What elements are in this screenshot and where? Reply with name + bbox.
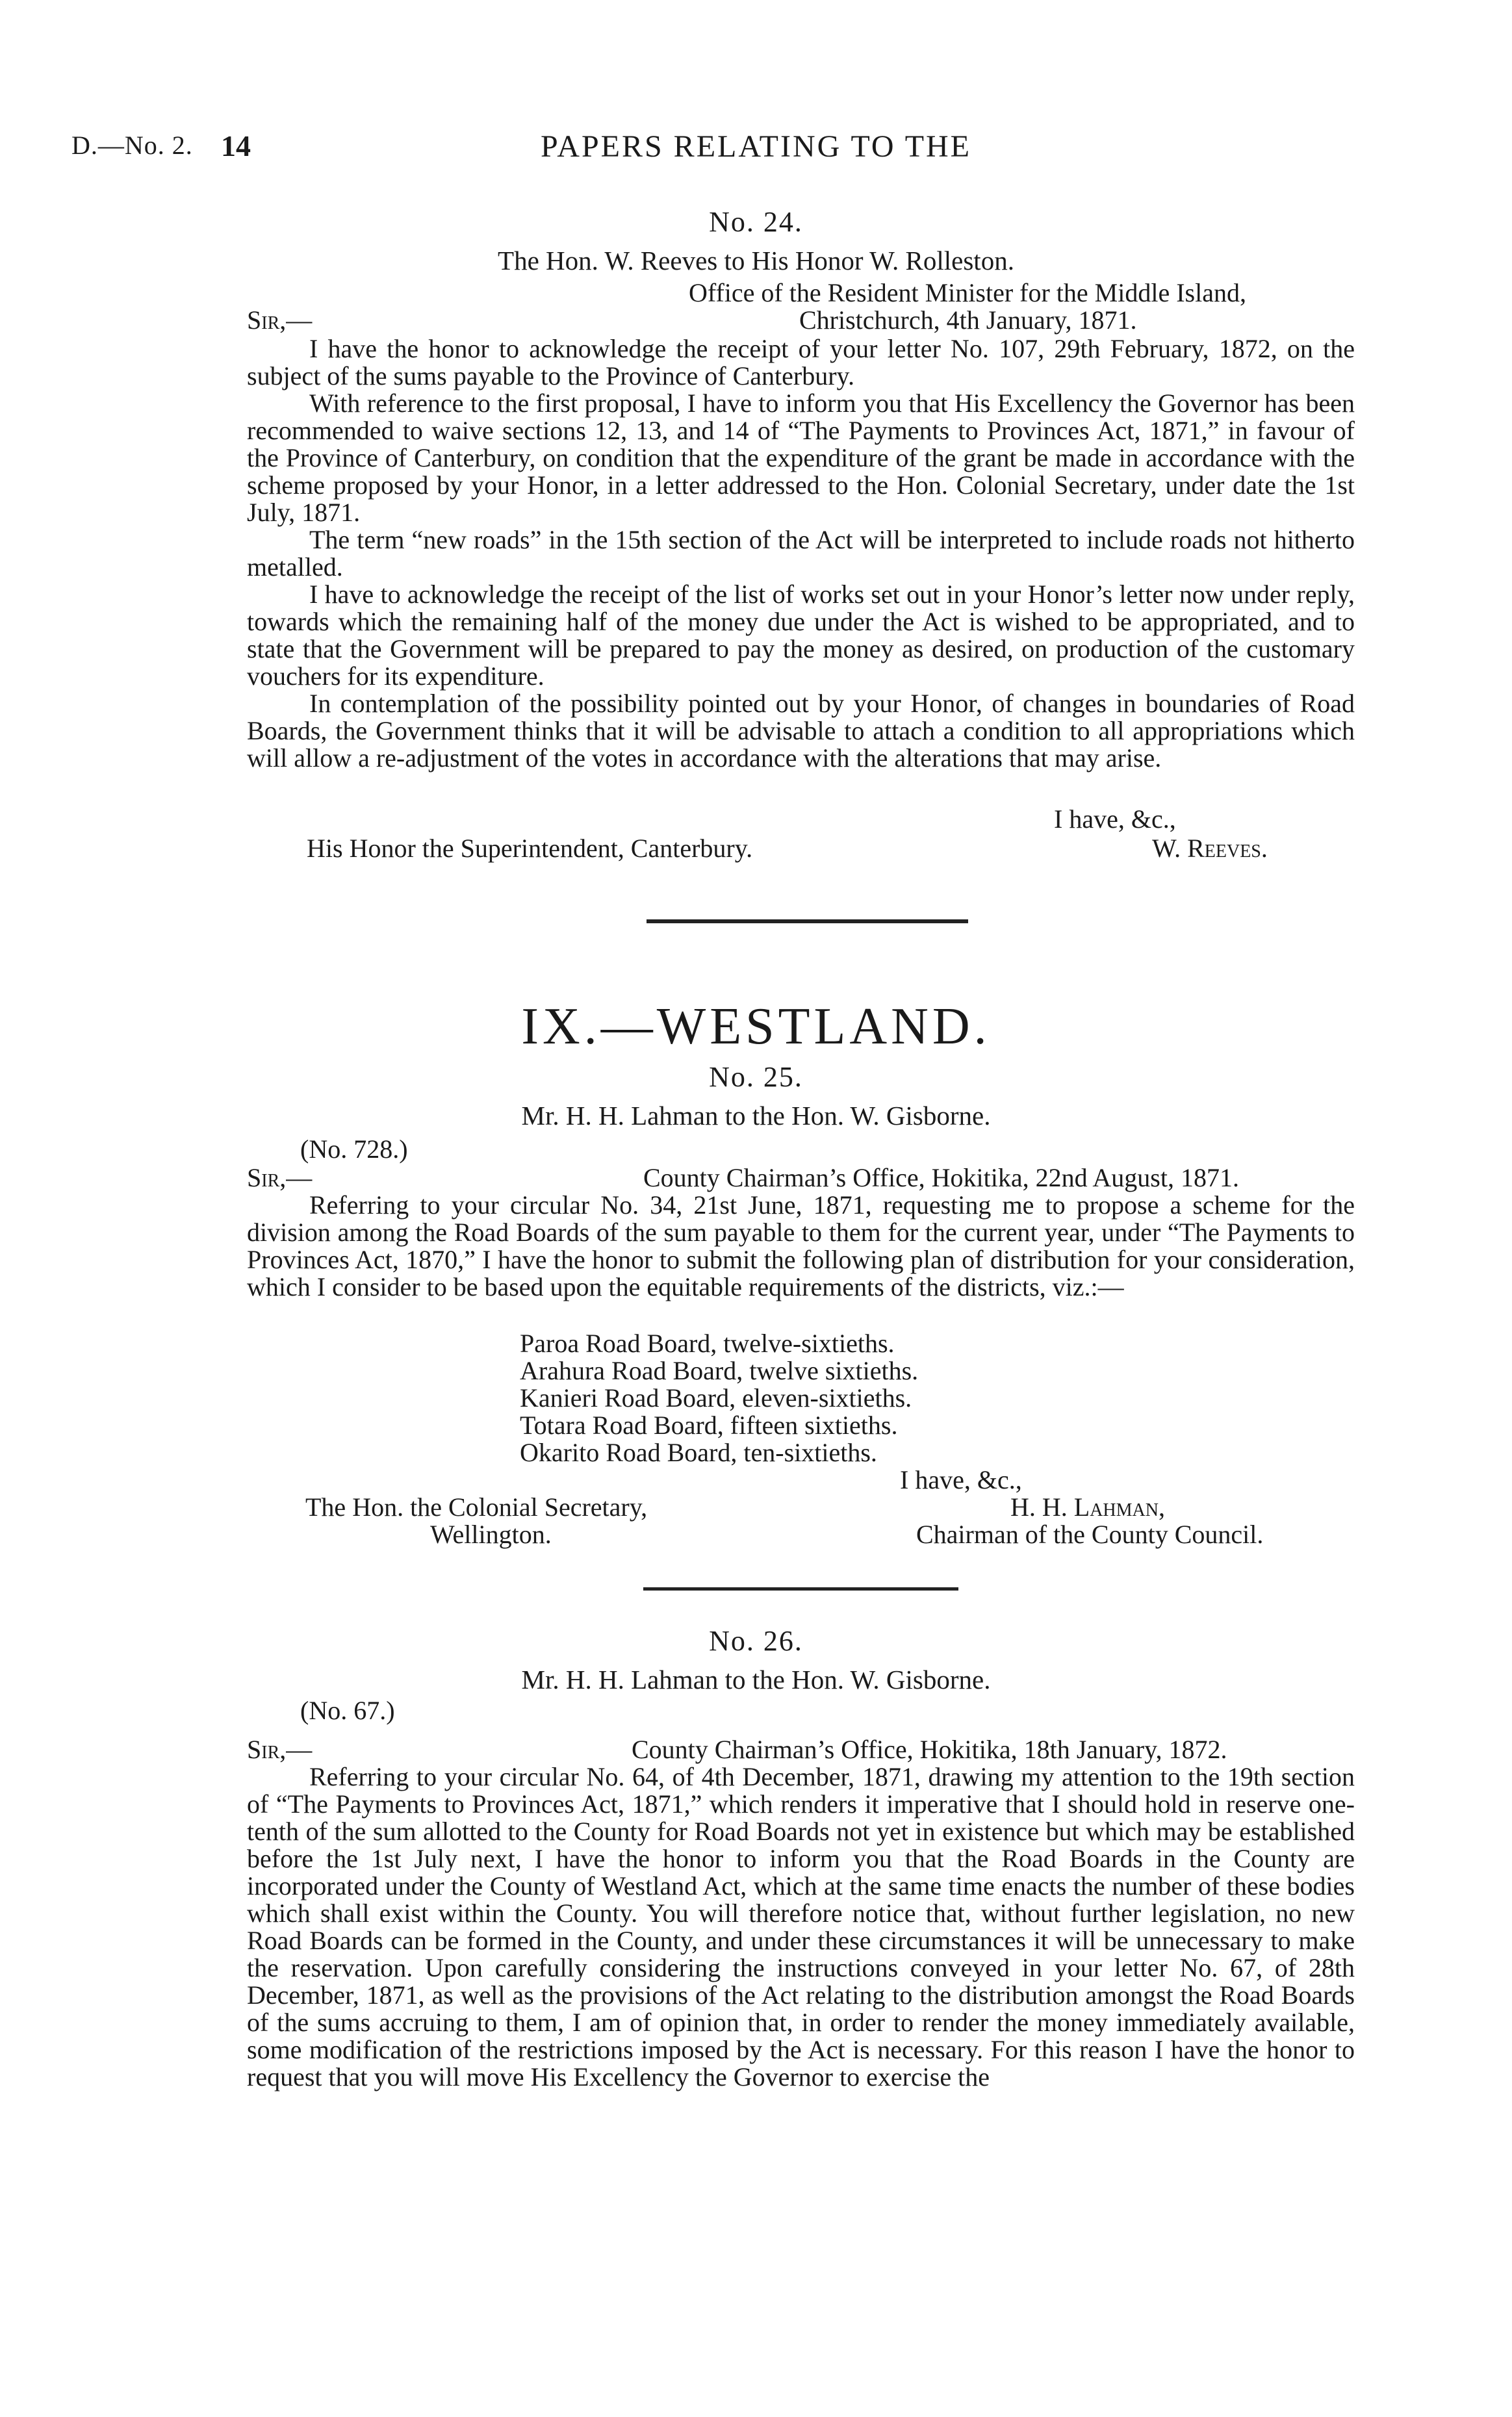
letter-24-addressee: His Honor the Superintendent, Canterbury. [307, 834, 753, 863]
letter-25-reference: (No. 728.) [300, 1134, 408, 1164]
letter-divider [643, 1587, 958, 1591]
letter-24-office: Office of the Resident Minister for the Middle Island, [689, 278, 1246, 307]
board-allocation: Totara Road Board, fifteen sixtieths. [520, 1411, 898, 1440]
letter-24-paragraph: I have to acknowledge the receipt of the list of works set out in your Honor’s letter now under reply, towards which the remaining half of the money due under the Act is wished to be appropriated, and to state that the Government will be prepared to pay the money as desired, on production of the customary vouchers for its expenditure. [247, 580, 1355, 691]
letter-26-reference: (No. 67.) [300, 1696, 395, 1725]
letter-25-number: No. 25. [709, 1061, 803, 1093]
letter-24-paragraph: With reference to the first proposal, I have to inform you that His Excellency the Governor has been recommended to waive sections 12, 13, and 14 of “The Payments to Provinces Act, 1871,” in favour of the Province of Canterbury, on condition that the expenditure of the grant be made in accordance with the scheme proposed by your Honor, in a letter addressed to the Hon. Colonial Secretary, under date the 1st July, 1871. [247, 389, 1355, 527]
letter-24-body [247, 335, 1355, 772]
letter-26-salutation: Sir,— [247, 1735, 313, 1764]
letter-24-subtitle: The Hon. W. Reeves to His Honor W. Rolleston. [498, 246, 1014, 275]
letter-24-paragraph: I have the honor to acknowledge the receipt of your letter No. 107, 29th February, 1872, on the subject of the sums payable to the Province of Canterbury. [247, 334, 1355, 390]
board-allocation: Paroa Road Board, twelve-sixtieths. [520, 1329, 895, 1358]
letter-25-signature-title: Chairman of the County Council. [916, 1520, 1264, 1549]
letter-25-body [247, 1192, 1355, 1301]
section-divider [647, 919, 968, 923]
letter-25-salutation: Sir,— [247, 1163, 313, 1192]
letter-24-place-date: Christchurch, 4th January, 1871. [799, 305, 1137, 335]
letter-24-number: No. 24. [709, 206, 803, 238]
letter-24-closing: I have, &c., [1054, 804, 1176, 834]
board-allocation: Arahura Road Board, twelve sixtieths. [520, 1356, 919, 1385]
letter-25-place-date: County Chairman’s Office, Hokitika, 22nd August, 1871. [643, 1163, 1239, 1192]
letter-26-number: No. 26. [709, 1625, 803, 1657]
letter-25-subtitle: Mr. H. H. Lahman to the Hon. W. Gisborne. [521, 1101, 991, 1131]
letter-24-paragraph: The term “new roads” in the 15th section of the Act will be interpreted to include roads not hitherto metalled. [247, 525, 1355, 582]
document-reference: D.—No. 2. [71, 131, 193, 160]
letter-26-paragraph: Referring to your circular No. 64, of 4th December, 1871, drawing my attention to the 19th section of “The Payments to Provinces Act, 1871,” which renders it imperative that I should hold in reserve one-tenth of the sum allotted to the County for Road Boards not yet in existence but which may be established before the 1st July next, I have the honor to inform you that the Road Boards in the County are incorporated under the County of Westland Act, which at the same time enacts the number of these bodies which shall exist within the County. You will therefore notice that, without further legislation, no new Road Boards can be formed in the County, and under these circumstances it will be unnecessary to make the reservation. Upon carefully considering the instructions conveyed in your letter No. 67, of 28th December, 1871, as well as the provisions of the Act relating to the distribution amongst the Road Boards of the sums accruing to them, I am of opinion that, in order to render the money immediately available, some modification of the restrictions imposed by the Act is necessary. For this reason I have the honor to request that you will move His Excellency the Governor to exercise the [247, 1762, 1355, 2091]
running-title: PAPERS RELATING TO THE [541, 129, 971, 164]
letter-26-subtitle: Mr. H. H. Lahman to the Hon. W. Gisborne. [521, 1665, 991, 1694]
letter-25-addressee: The Hon. the Colonial Secretary, [305, 1492, 648, 1522]
letter-24-paragraph: In contemplation of the possibility pointed out by your Honor, of changes in boundaries of Road Boards, the Government thinks that it will be advisable to attach a condition to all appropriations which will allow a re-adjustment of the votes in accordance with the alterations that may arise. [247, 689, 1355, 773]
section-title: IX.—WESTLAND. [521, 998, 991, 1055]
letter-26-body [247, 1763, 1355, 2091]
page-number: 14 [221, 129, 251, 162]
letter-24-salutation: Sir,— [247, 305, 313, 335]
board-allocation: Okarito Road Board, ten-sixtieths. [520, 1438, 877, 1467]
letter-25-addressee-city: Wellington. [430, 1520, 552, 1549]
letter-24-signature: W. Reeves. [1152, 834, 1268, 863]
letter-25-signature: H. H. Lahman, [1010, 1492, 1165, 1522]
letter-25-paragraph: Referring to your circular No. 34, 21st June, 1871, requesting me to propose a scheme for the division among the Road Boards of the sum payable to them for the current year, under “The Payments to Provinces Act, 1870,” I have the honor to submit the following plan of distribution for your consideration, which I consider to be based upon the equitable requirements of the districts, viz.:— [247, 1190, 1355, 1301]
board-allocation: Kanieri Road Board, eleven-sixtieths. [520, 1383, 912, 1413]
letter-25-closing: I have, &c., [900, 1465, 1022, 1494]
letter-26-place-date: County Chairman’s Office, Hokitika, 18th January, 1872. [632, 1735, 1227, 1764]
